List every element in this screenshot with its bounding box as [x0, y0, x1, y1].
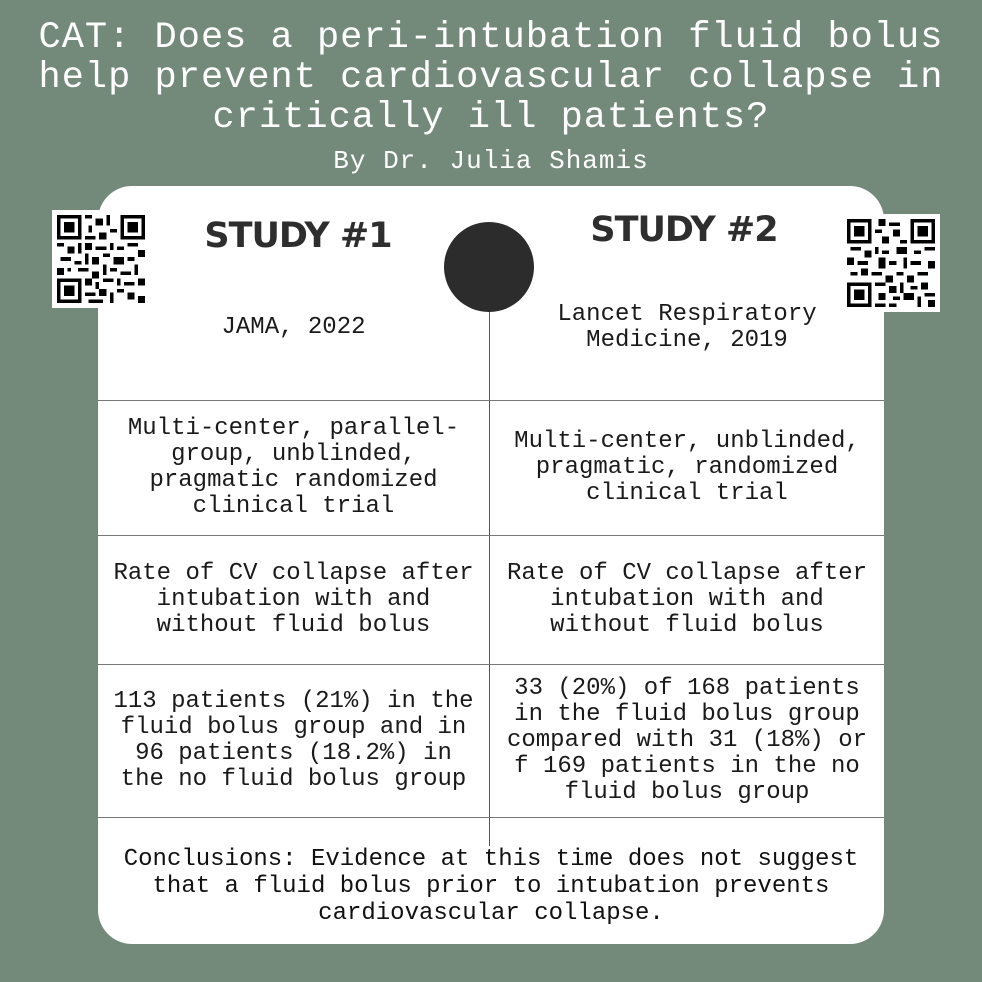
study2-result: 33 (20%) of 168 patients in the fluid bolus group compared with 31 (18%) or f 169 patients in the no fluid bolus group	[506, 675, 868, 806]
study2-design: Multi-center, unblinded, pragmatic, randomized clinical trial	[514, 428, 860, 507]
study2-source: Lancet Respiratory Medicine, 2019	[557, 301, 817, 354]
row-divider	[98, 817, 884, 818]
study1-design: Multi-center, parallel-group, unblinded, pragmatic randomized clinical trial	[127, 415, 460, 520]
conclusion-text: Conclusions: Evidence at this time does not suggest that a fluid bolus prior to intubation prevents cardiovascular collapse.	[123, 846, 859, 927]
study1-source: JAMA, 2022	[221, 314, 366, 341]
study1-outcome: Rate of CV collapse after intubation with and without fluid bolus	[113, 560, 474, 639]
study1-heading: STUDY #1	[204, 216, 392, 256]
study2-heading: STUDY #2	[590, 210, 778, 250]
study1-result: 113 patients (21%) in the fluid bolus group and in 96 patients (18.2%) in the no fluid bolus group	[113, 688, 474, 793]
qr-code-icon[interactable]	[52, 210, 150, 308]
page-title: CAT: Does a peri-intubation fluid bolus help prevent cardiovascular collapse in critically ill patients?	[38, 17, 944, 139]
qr-code-icon[interactable]	[842, 214, 940, 312]
author-byline: By Dr. Julia Shamis	[333, 146, 649, 176]
comparison-card	[98, 186, 884, 944]
study2-outcome: Rate of CV collapse after intubation with and without fluid bolus	[506, 560, 868, 639]
